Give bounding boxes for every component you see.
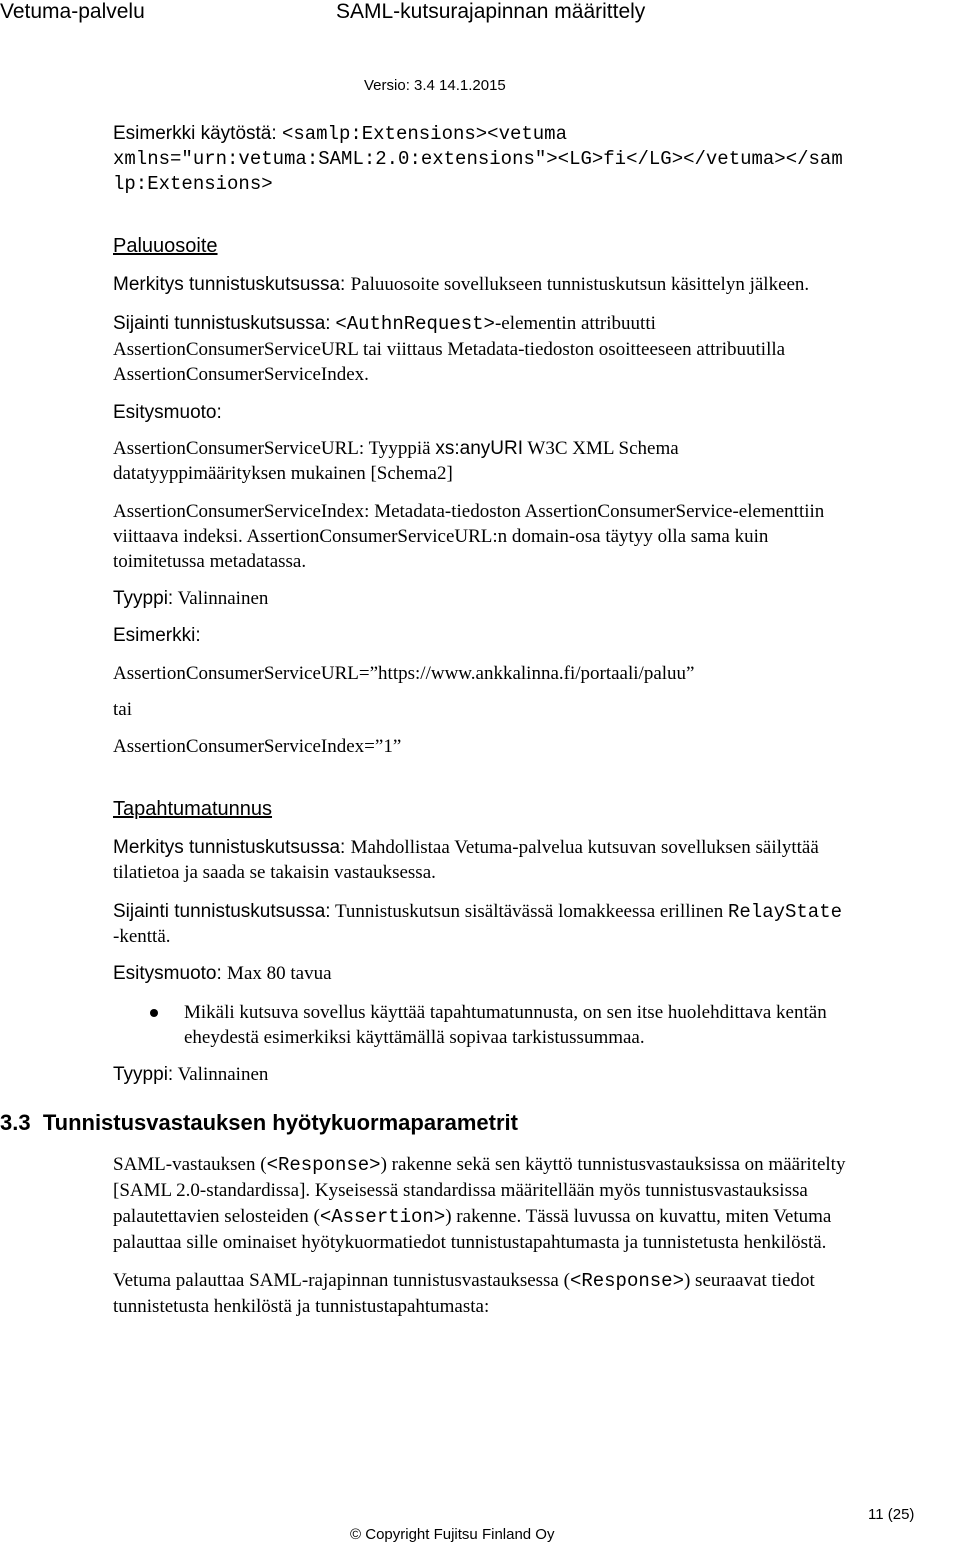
tapahtumatunnus-format: Esitysmuoto: Max 80 tavua (113, 963, 332, 984)
paluuosoite-heading: Paluuosoite (113, 235, 218, 257)
example-code-2: xmlns="urn:vetuma:SAML:2.0:extensions"><LG>fi</LG></vetuma></sam (113, 148, 843, 170)
section-p1-line3: palautettavien selosteiden (<Assertion>) rakenne. Tässä luvussa on kuvattu, miten Vetuma (113, 1206, 832, 1228)
header-document-title: SAML-kutsurajapinnan määrittely (336, 0, 646, 23)
paluuosoite-example-or: tai (113, 699, 132, 720)
paluuosoite-location-line3: AssertionConsumerServiceIndex. (113, 364, 369, 385)
bullet-dot (150, 1009, 158, 1017)
url-format-line1: AssertionConsumerServiceURL: Tyyppiä xs:anyURI W3C XML Schema (113, 438, 679, 459)
paluuosoite-example-2: AssertionConsumerServiceIndex=”1” (113, 736, 402, 757)
tapahtumatunnus-meaning-line1: Merkitys tunnistuskutsussa: Mahdollistaa Vetuma-palvelua kutsuvan sovelluksen säilyttää (113, 837, 819, 858)
paluuosoite-meaning: Merkitys tunnistuskutsussa: Paluuosoite sovellukseen tunnistuskutsun käsittelyn jälkeen. (113, 274, 810, 295)
section-p1-line1: SAML-vastauksen (<Response>) rakenne sekä sen käyttö tunnistusvastauksissa on määritelty (113, 1154, 846, 1176)
copyright-icon: © (350, 1526, 362, 1543)
section-p2-line2: tunnistetusta henkilöstä ja tunnistustapahtumasta: (113, 1296, 490, 1317)
url-format-line2: datatyyppimäärityksen mukainen [Schema2] (113, 463, 453, 484)
index-format-line3: toimitetussa metadatassa. (113, 551, 307, 572)
index-format-line1: AssertionConsumerServiceIndex: Metadata-tiedoston AssertionConsumerService-elementtiin (113, 501, 825, 522)
example-code-3: lp:Extensions> (113, 173, 273, 195)
example-code-1: <samlp:Extensions><vetuma (281, 123, 567, 145)
paluuosoite-format-label: Esitysmuoto: (113, 402, 222, 423)
tapahtumatunnus-meaning-line2: tilatietoa ja saada se takaisin vastauksessa. (113, 862, 436, 883)
section-p1-line2: [SAML 2.0-standardissa]. Kyseisessä standardissa määritellään myös tunnistusvastauksissa (113, 1180, 808, 1201)
section-p2-line1: Vetuma palauttaa SAML-rajapinnan tunnistusvastauksessa (<Response>) seuraavat tiedot (113, 1270, 815, 1292)
paluuosoite-location-line1: Sijainti tunnistuskutsussa: <AuthnRequest>-elementin attribuutti (113, 313, 656, 335)
section-p1-line4: palauttaa sille ominaiset hyötykuormatiedot tunnistustapahtumasta ja tunnistetusta henkilöstä. (113, 1232, 827, 1253)
paluuosoite-example-1: AssertionConsumerServiceURL=”https://www.ankkalinna.fi/portaali/paluu” (113, 663, 695, 684)
header-version: Versio: 3.4 14.1.2015 (364, 77, 506, 94)
header-document-name: Vetuma-palvelu (0, 0, 145, 23)
paluuosoite-type: Tyyppi: Valinnainen (113, 588, 269, 609)
tapahtumatunnus-location-line2: -kenttä. (113, 926, 171, 947)
bullet-line1: Mikäli kutsuva sovellus käyttää tapahtumatunnusta, on sen itse huolehdittava kentän (184, 1002, 827, 1023)
tapahtumatunnus-heading: Tapahtumatunnus (113, 798, 273, 820)
footer-copyright: © Copyright Fujitsu Finland Oy (350, 1526, 555, 1543)
index-format-line2: viittaava indeksi. AssertionConsumerServiceURL:n domain-osa täytyy olla sama kuin (113, 526, 769, 547)
page-number: 11 (25) (868, 1506, 915, 1523)
tapahtumatunnus-location-line1: Sijainti tunnistuskutsussa: Tunnistuskutsun sisältävässä lomakkeessa erillinen RelayState (113, 901, 843, 923)
tapahtumatunnus-type: Tyyppi: Valinnainen (113, 1064, 269, 1085)
example-label: Esimerkki käytöstä (113, 123, 272, 144)
section-number: 3.3 (0, 1110, 31, 1135)
section-title: Tunnistusvastauksen hyötykuormaparametrit (42, 1110, 518, 1135)
paluuosoite-location-line2: AssertionConsumerServiceURL tai viittaus Metadata-tiedoston osoitteeseen attribuutilla (113, 339, 786, 360)
paluuosoite-example-label: Esimerkki: (113, 625, 201, 646)
section-heading (0, 1110, 518, 1136)
example-extensions-line1: Esimerkki käytöstä: <samlp:Extensions><vetuma (113, 123, 567, 145)
bullet-line2: eheydestä esimerkiksi käyttämällä sopivaa tarkistussummaa. (184, 1027, 645, 1048)
